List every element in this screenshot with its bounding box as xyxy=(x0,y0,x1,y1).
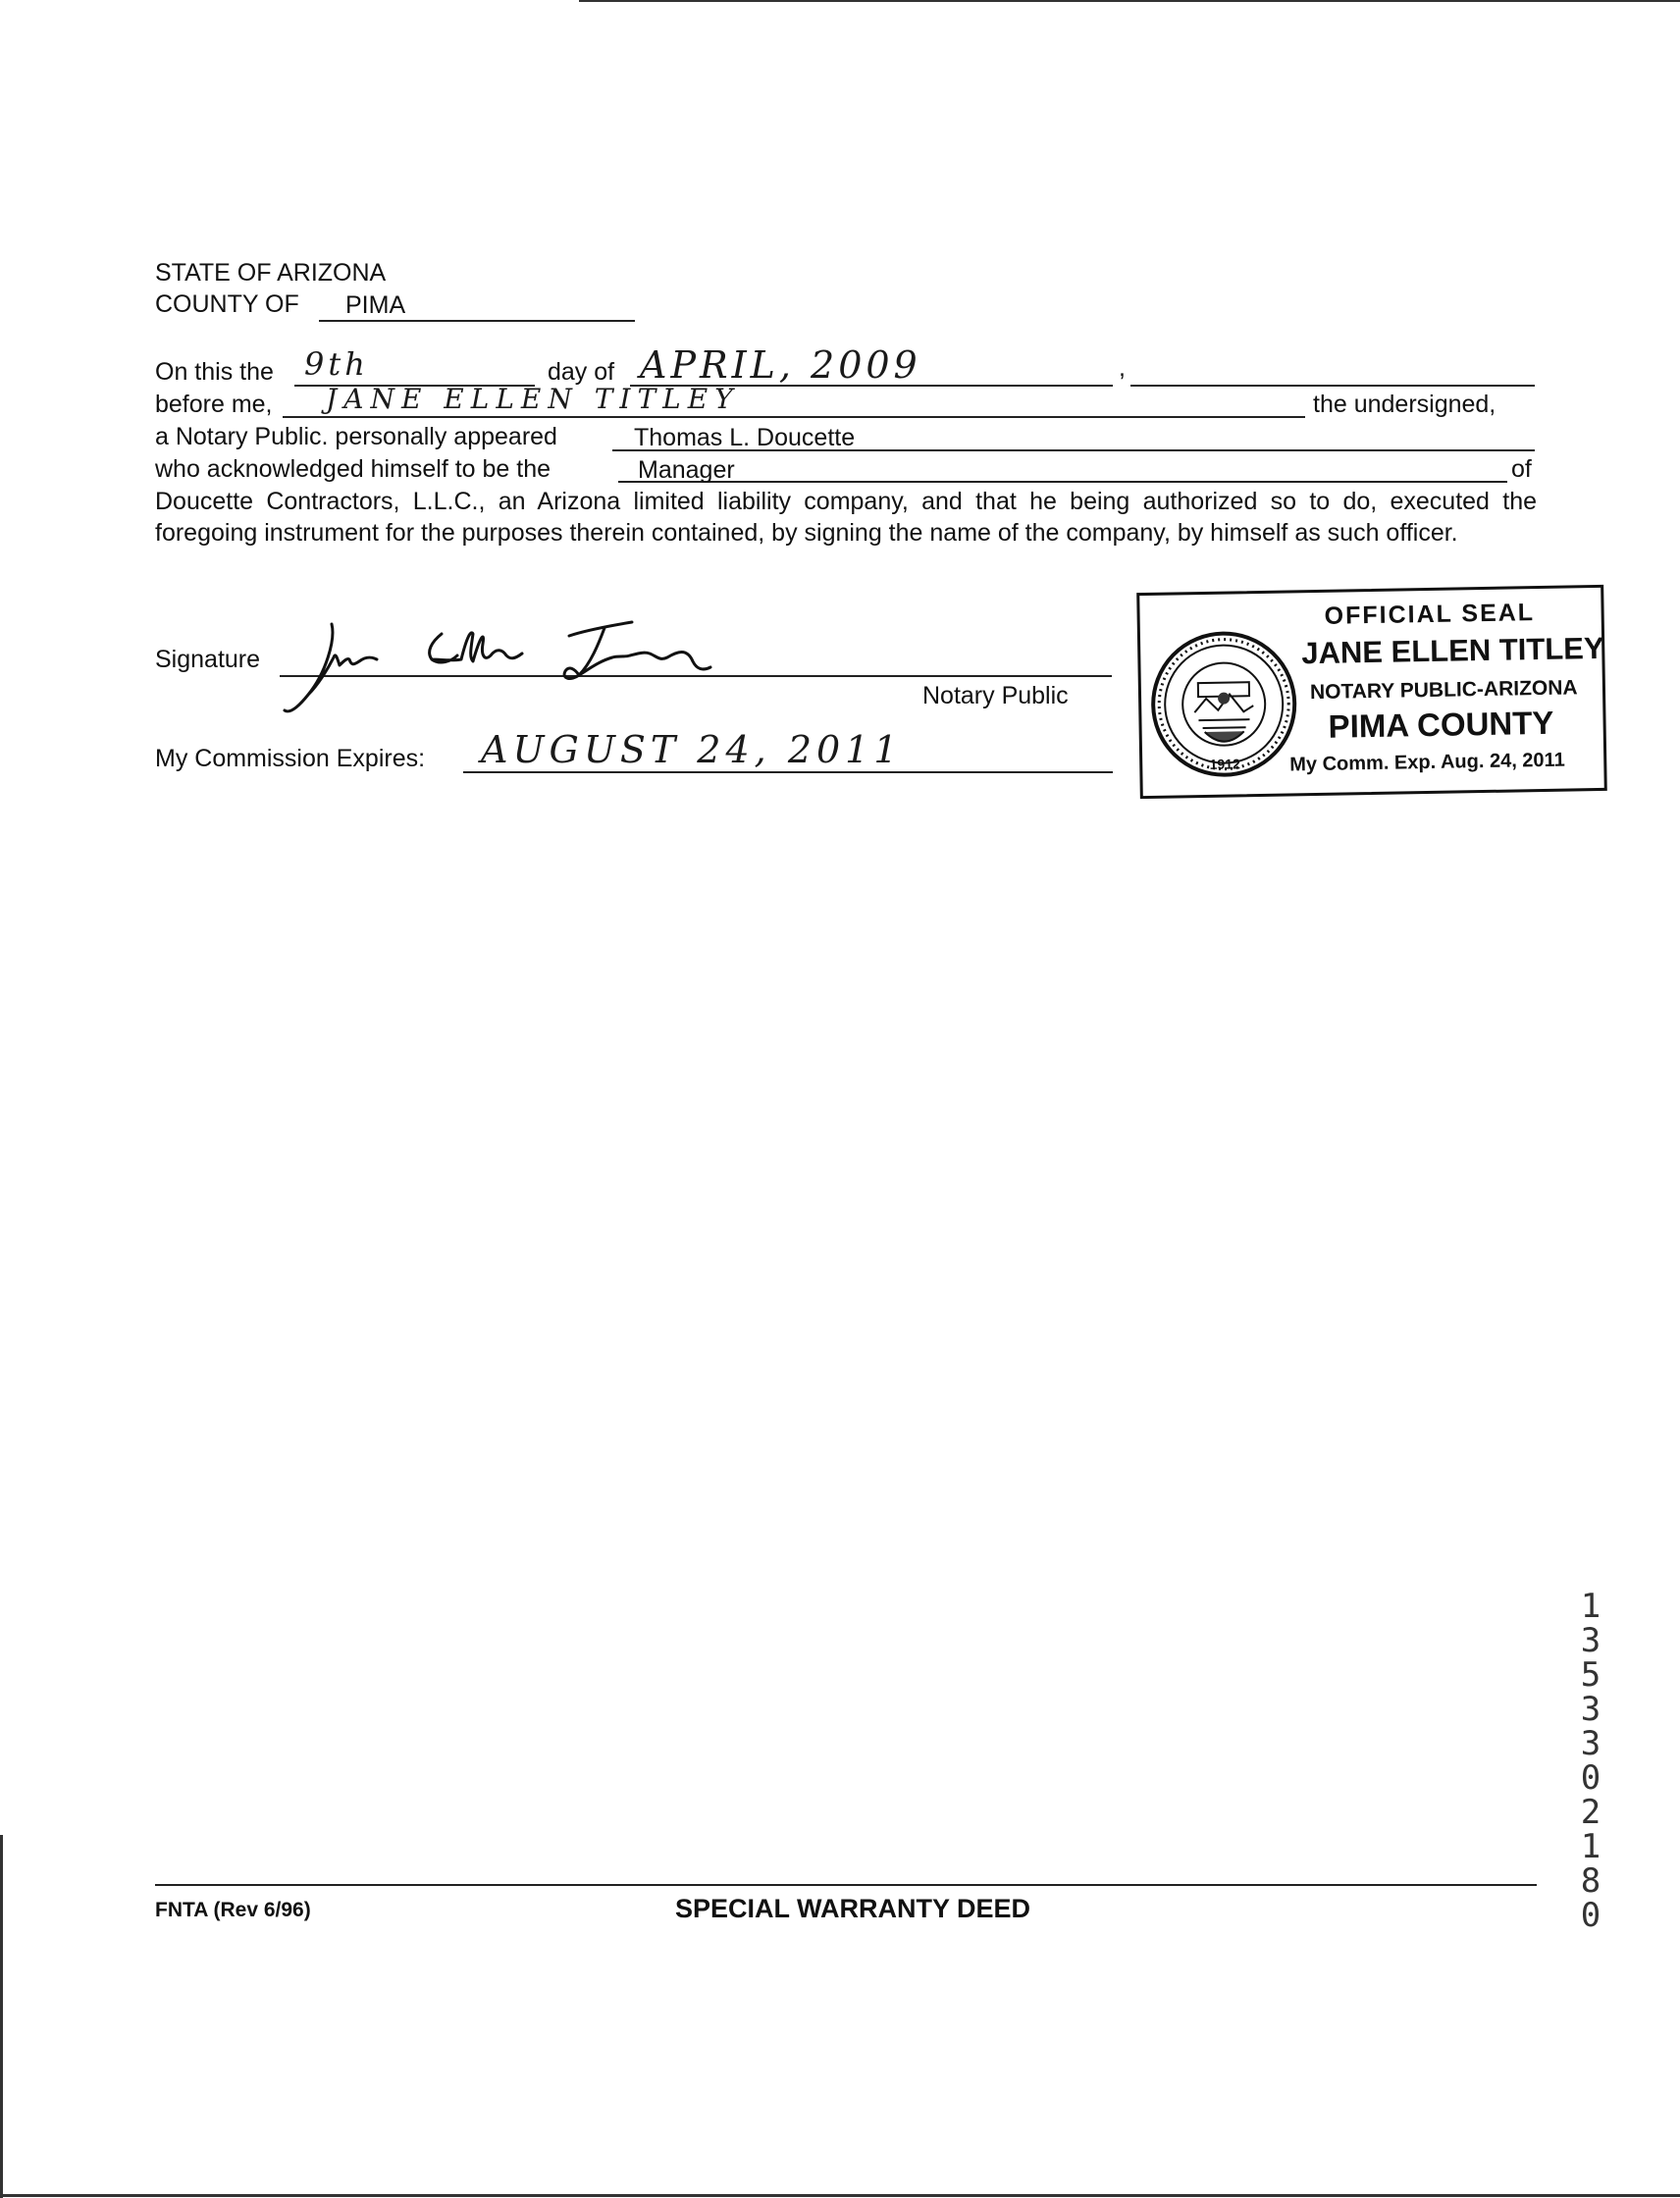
month-year-value: APRIL, 2009 xyxy=(640,343,921,387)
county-value: PIMA xyxy=(345,291,406,319)
notary-name-line xyxy=(283,416,1305,418)
recording-number: 1353302180 xyxy=(1580,1587,1601,1935)
notary-name-value: JANE ELLEN TITLEY xyxy=(326,383,740,415)
comma: , xyxy=(1119,354,1126,382)
appeared-name: Thomas L. Doucette xyxy=(634,424,856,451)
seal-official-seal: OFFICIAL SEAL xyxy=(1324,599,1536,630)
extra-line xyxy=(1130,385,1535,387)
seal-commission-expiration: My Comm. Exp. Aug. 24, 2011 xyxy=(1289,749,1565,776)
scan-edge-top xyxy=(579,0,1680,2)
notary-signature xyxy=(275,601,746,728)
commission-value: AUGUST 24, 2011 xyxy=(481,728,903,771)
before-me-label: before me, xyxy=(155,391,273,418)
on-this-the-label: On this the xyxy=(155,358,274,386)
seal-notary-name: JANE ELLEN TITLEY xyxy=(1300,630,1604,671)
document-title: SPECIAL WARRANTY DEED xyxy=(675,1894,1031,1923)
form-id: FNTA (Rev 6/96) xyxy=(155,1899,311,1921)
state-heading: STATE OF ARIZONA xyxy=(155,259,387,287)
acknowledgment-body: Doucette Contractors, L.L.C., an Arizona limited liability company, and that he being authorized so to do, executed the foregoing instrument for the purposes therein contained, by signing the name of the company, by himself as such officer. xyxy=(155,488,1537,547)
day-value: 9th xyxy=(304,345,369,383)
appeared-label: a Notary Public. personally appeared xyxy=(155,423,557,450)
commission-line xyxy=(463,771,1113,773)
seal-notary-public-arizona: NOTARY PUBLIC-ARIZONA xyxy=(1309,676,1578,705)
seal-pima-county: PIMA COUNTY xyxy=(1328,704,1554,745)
seal-emblem-year: 1912 xyxy=(1209,756,1240,772)
footer-rule xyxy=(155,1884,1537,1886)
day-of-label: day of xyxy=(548,358,615,386)
undersigned-label: the undersigned, xyxy=(1313,391,1496,418)
commission-label: My Commission Expires: xyxy=(155,745,426,772)
county-label: COUNTY OF xyxy=(155,290,299,318)
official-seal-stamp xyxy=(1136,585,1607,799)
signature-label: Signature xyxy=(155,646,261,673)
arizona-state-seal-emblem xyxy=(1148,628,1300,780)
of-label: of xyxy=(1511,455,1532,483)
county-line xyxy=(319,320,635,322)
notary-public-label: Notary Public xyxy=(922,682,1069,709)
scan-edge-bottom xyxy=(0,2194,1680,2197)
scan-edge-left xyxy=(0,1835,3,2198)
title-value: Manager xyxy=(638,456,735,484)
title-line xyxy=(618,481,1507,483)
acknowledged-label: who acknowledged himself to be the xyxy=(155,455,551,483)
